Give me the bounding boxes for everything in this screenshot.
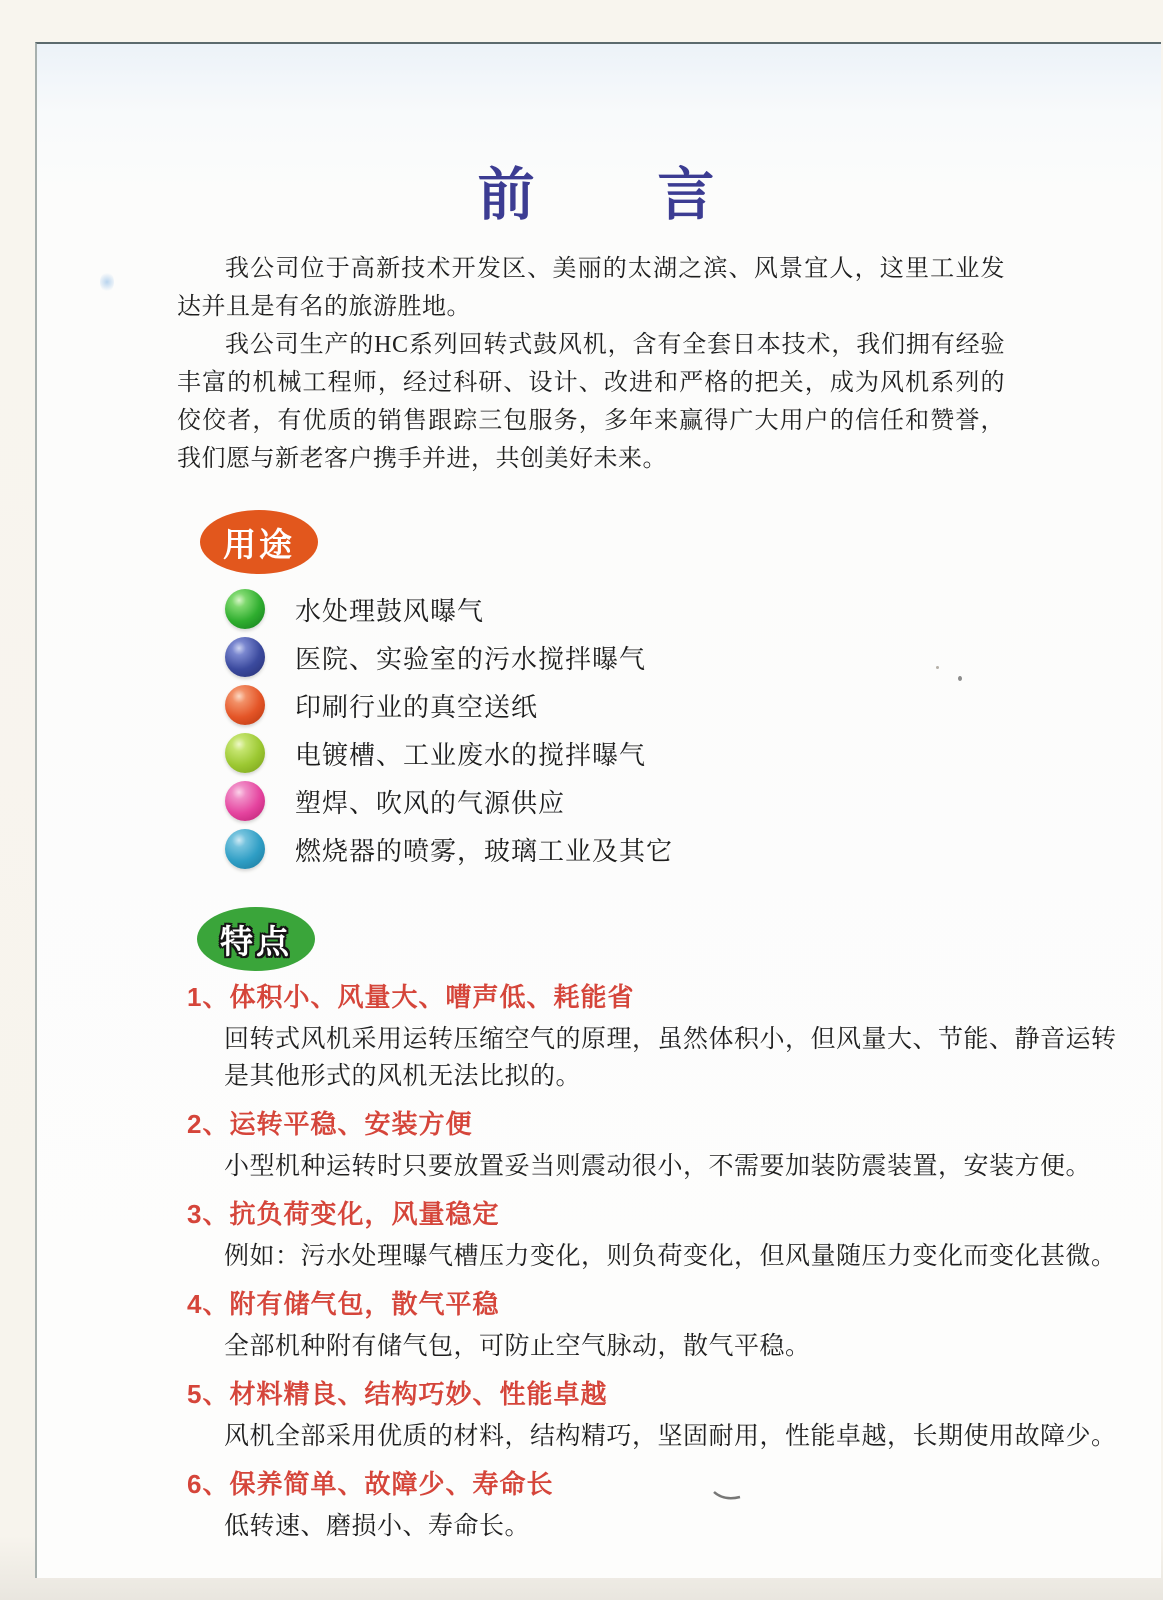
uses-badge-label: 用途 bbox=[223, 525, 295, 563]
features-section-header bbox=[197, 907, 1161, 971]
orange-ball-icon bbox=[225, 685, 265, 725]
pen-mark bbox=[712, 1488, 742, 1509]
intro-paragraph: 我公司位于高新技术开发区、美丽的太湖之滨、风景宜人，这里工业发达并且是有名的旅游胜地。 bbox=[177, 256, 1005, 320]
feature-item bbox=[37, 1106, 1161, 1185]
feature-body: 小型机种运转时只要放置妥当则震动很小，不需要加装防震装置，安装方便。 bbox=[224, 1152, 1092, 1180]
scan-speck bbox=[958, 676, 962, 681]
feature-body: 风机全部采用优质的材料，结构精巧，坚固耐用，性能卓越，长期使用故障少。 bbox=[224, 1422, 1117, 1450]
feature-item bbox=[37, 1376, 1161, 1455]
intro-paragraph: 我公司生产的HC系列回转式鼓风机，含有全套日本技术，我们拥有经验丰富的机械工程师，经过科研、设计、改进和严格的把关，成为风机系列的佼佼者，有优质的销售跟踪三包服务，多年来赢得广大用户的信任和赞誉，我们愿与新老客户携手并进，共创美好未来。 bbox=[177, 332, 1005, 472]
feature-item bbox=[37, 1466, 1161, 1545]
feature-body: 回转式风机采用运转压缩空气的原理，虽然体积小，但风量大、节能、静音运转 bbox=[224, 1025, 1117, 1053]
uses-badge bbox=[200, 510, 318, 574]
feature-item bbox=[37, 1196, 1161, 1275]
feature-item bbox=[37, 1286, 1161, 1365]
cyan-ball-icon bbox=[225, 829, 265, 869]
use-label: 塑焊、吹风的气源供应 bbox=[295, 788, 566, 818]
pink-ball-icon bbox=[225, 781, 265, 821]
list-item bbox=[225, 729, 1161, 777]
use-label: 燃烧器的喷雾，玻璃工业及其它 bbox=[295, 836, 674, 866]
features-list bbox=[37, 979, 1161, 1545]
scan-speck bbox=[936, 666, 939, 669]
feature-item bbox=[37, 979, 1161, 1095]
feature-heading: 2、运转平稳、安装方便 bbox=[187, 1109, 473, 1139]
blue-ball-icon bbox=[225, 637, 265, 677]
intro-section bbox=[177, 250, 1005, 478]
list-item bbox=[225, 633, 1161, 681]
uses-section-header bbox=[200, 510, 1161, 574]
features-badge-label: 特点 bbox=[220, 922, 292, 960]
use-label: 印刷行业的真空送纸 bbox=[295, 692, 539, 722]
feature-heading: 6、保养简单、故障少、寿命长 bbox=[187, 1469, 554, 1499]
use-label: 水处理鼓风曝气 bbox=[295, 596, 485, 626]
feature-heading: 3、抗负荷变化，风量稳定 bbox=[187, 1199, 500, 1229]
feature-body: 是其他形式的风机无法比拟的。 bbox=[224, 1062, 582, 1090]
feature-body: 全部机种附有储气包，可防止空气脉动，散气平稳。 bbox=[224, 1332, 811, 1360]
use-label: 医院、实验室的污水搅拌曝气 bbox=[295, 644, 647, 674]
scan-smudge bbox=[100, 272, 114, 292]
feature-body: 低转速、磨损小、寿命长。 bbox=[224, 1512, 531, 1540]
use-label: 电镀槽、工业废水的搅拌曝气 bbox=[295, 740, 647, 770]
feature-heading: 5、材料精良、结构巧妙、性能卓越 bbox=[187, 1379, 608, 1409]
page-title: 前 言 bbox=[477, 163, 721, 227]
feature-body: 例如：污水处理曝气槽压力变化，则负荷变化，但风量随压力变化而变化甚微。 bbox=[224, 1242, 1117, 1270]
document-page bbox=[35, 42, 1161, 1578]
list-item bbox=[225, 825, 1161, 873]
list-item bbox=[225, 777, 1161, 825]
feature-heading: 4、附有储气包，散气平稳 bbox=[187, 1289, 500, 1319]
green-ball-icon bbox=[225, 589, 265, 629]
uses-list bbox=[225, 585, 1161, 873]
list-item bbox=[225, 681, 1161, 729]
yellow-green-ball-icon bbox=[225, 733, 265, 773]
features-badge bbox=[197, 907, 315, 971]
feature-heading: 1、体积小、风量大、嘈声低、耗能省 bbox=[187, 982, 635, 1012]
list-item bbox=[225, 585, 1161, 633]
